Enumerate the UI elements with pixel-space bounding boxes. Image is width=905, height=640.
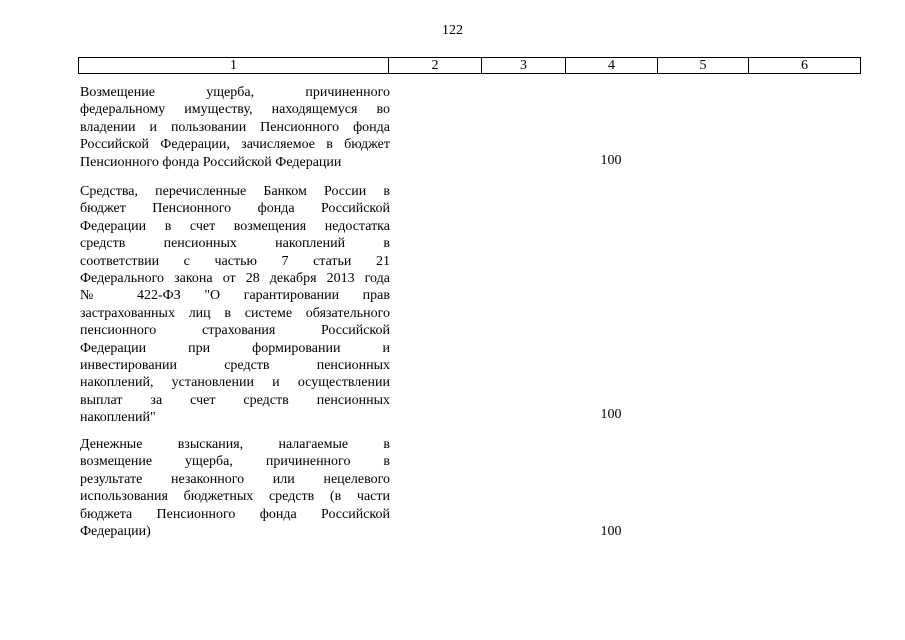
- text-line: Пенсионного фонда Российской Федерации: [80, 154, 342, 170]
- text-line: Федерации при формировании и: [80, 340, 390, 356]
- table-row-2-column-4-value: 100: [600, 407, 622, 422]
- text-line: результате незаконного или нецелевого: [80, 471, 390, 487]
- text-line: выплат за счет средств пенсионных: [80, 392, 390, 408]
- table-row-1-column-4-value: 100: [600, 153, 622, 168]
- text-line: накоплений": [80, 410, 156, 426]
- table-row-3-column-4-value: 100: [600, 524, 622, 539]
- text-line: бюджета Пенсионного фонда Российской: [80, 506, 390, 522]
- text-line: использования бюджетных средств (в части: [80, 489, 390, 505]
- text-line: инвестировании средств пенсионных: [80, 358, 390, 374]
- column-header-4: 4: [566, 58, 658, 73]
- column-header-2: 2: [389, 58, 482, 73]
- text-line: Федерации): [80, 524, 151, 540]
- text-line: накоплений, установлении и осуществлении: [80, 375, 390, 391]
- text-line: Федерального закона от 28 декабря 2013 года: [80, 271, 390, 287]
- text-line: бюджет Пенсионного фонда Российской: [80, 201, 390, 217]
- table-row-3-description: [80, 436, 390, 540]
- text-line: Федерации в счет возмещения недостатка: [80, 218, 390, 234]
- table-row-1-description: [80, 84, 390, 171]
- text-line: владении и пользовании Пенсионного фонда: [80, 119, 390, 135]
- text-line: Денежные взыскания, налагаемые в: [80, 437, 390, 452]
- column-header-1: 1: [79, 58, 389, 73]
- text-line: пенсионного страхования Российской: [80, 323, 390, 339]
- column-header-3: 3: [482, 58, 566, 73]
- text-line: Возмещение ущерба, причиненного: [80, 85, 390, 100]
- text-line: соответствии с частью 7 статьи 21: [80, 253, 390, 269]
- text-line: возмещение ущерба, причиненного в: [80, 454, 390, 470]
- table-row-2-description: [80, 183, 390, 427]
- table-header-row: [78, 57, 861, 74]
- text-line: № 422-ФЗ "О гарантировании прав: [80, 288, 390, 304]
- text-line: Российской Федерации, зачисляемое в бюджет: [80, 137, 390, 153]
- column-header-5: 5: [658, 58, 749, 73]
- text-line: застрахованных лиц в системе обязательного: [80, 305, 390, 321]
- text-line: Средства, перечисленные Банком России в: [80, 184, 390, 199]
- text-line: федеральному имуществу, находящемуся во: [80, 102, 390, 118]
- page-number: 122: [442, 23, 463, 38]
- column-header-6: 6: [801, 58, 808, 73]
- text-line: средств пенсионных накоплений в: [80, 236, 390, 252]
